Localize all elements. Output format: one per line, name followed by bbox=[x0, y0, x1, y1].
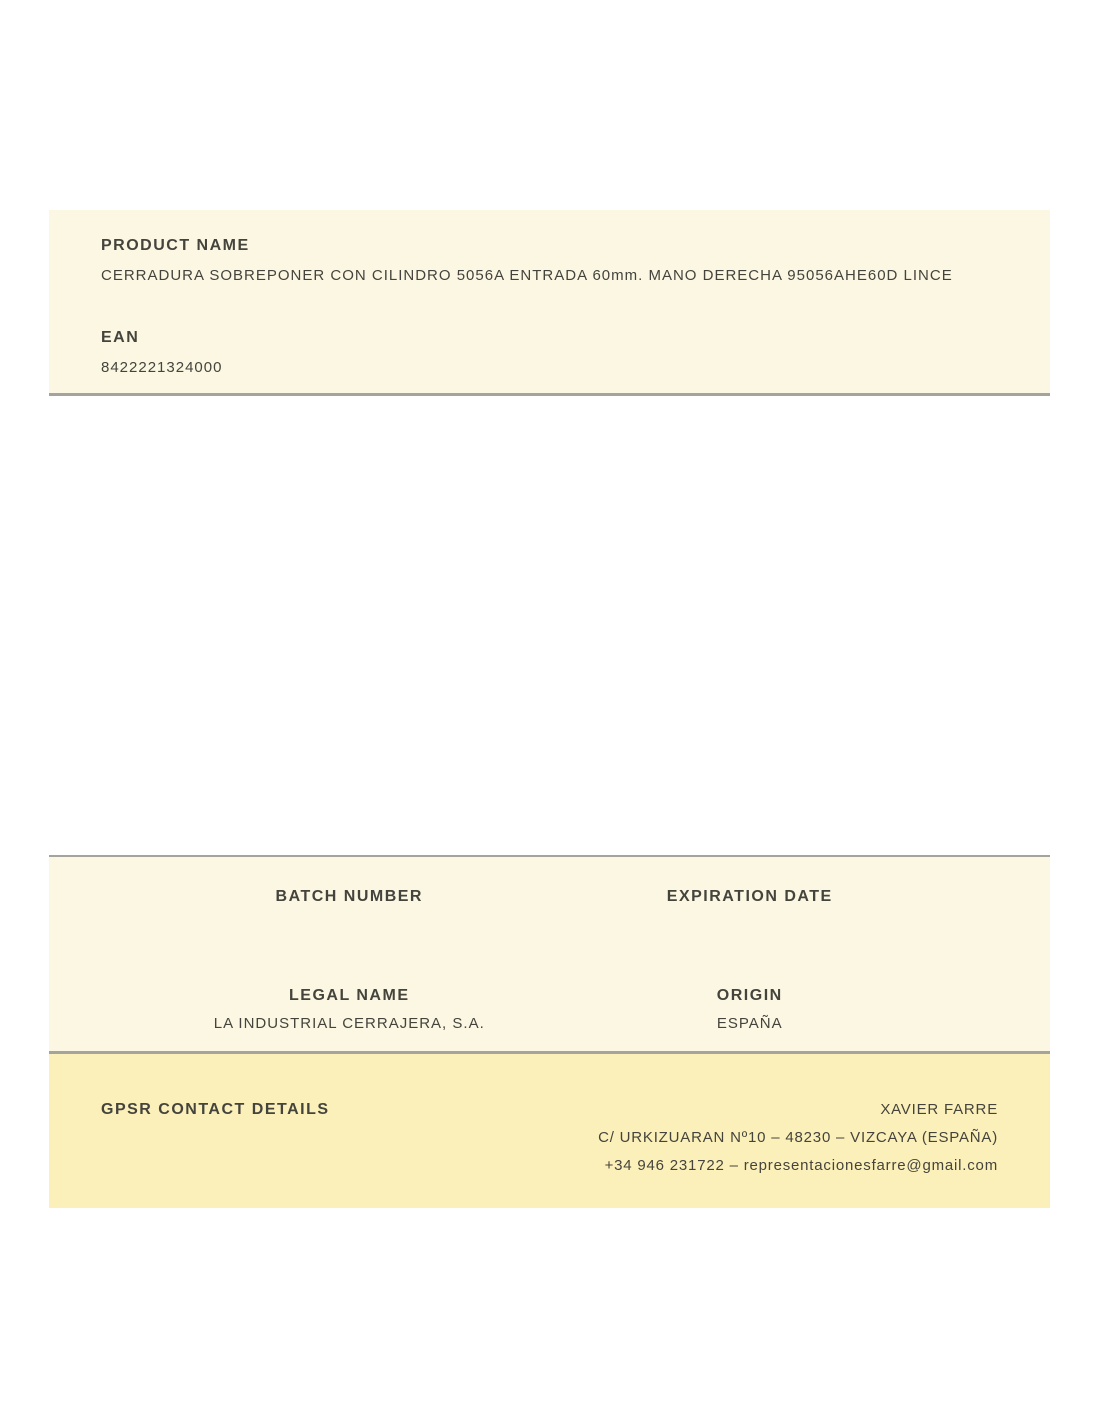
legal-name-value: LA INDUSTRIAL CERRAJERA, S.A. bbox=[213, 1015, 485, 1032]
legal-name-field bbox=[149, 986, 550, 1033]
contact-phone-email: +34 946 231722 – representacionesfarre@gmail.com bbox=[604, 1157, 998, 1174]
batch-expiration-row bbox=[149, 887, 950, 915]
gpsr-contact-title: GPSR CONTACT DETAILS bbox=[101, 1101, 330, 1118]
ean-label: EAN bbox=[101, 329, 140, 346]
expiration-date-label: EXPIRATION DATE bbox=[666, 888, 833, 905]
product-info-section bbox=[49, 210, 1050, 396]
legal-origin-row bbox=[149, 986, 950, 1033]
origin-value: ESPAÑA bbox=[716, 1015, 783, 1032]
product-name-value: CERRADURA SOBREPONER CON CILINDRO 5056A ENTRADA 60mm. MANO DERECHA 95056AHE60D LINCE bbox=[101, 267, 953, 284]
expiration-date-field bbox=[550, 887, 951, 915]
origin-label: ORIGIN bbox=[716, 987, 783, 1004]
product-name-label: PRODUCT NAME bbox=[101, 237, 250, 254]
contact-name: XAVIER FARRE bbox=[880, 1101, 998, 1118]
gpsr-contact-block bbox=[598, 1096, 998, 1180]
batch-number-label: BATCH NUMBER bbox=[275, 888, 423, 905]
batch-origin-section bbox=[49, 855, 1050, 1054]
contact-address: C/ URKIZUARAN Nº10 – 48230 – VIZCAYA (ESPAÑA) bbox=[598, 1129, 998, 1146]
ean-value: 8422221324000 bbox=[101, 359, 223, 376]
gpsr-contact-section bbox=[49, 1054, 1050, 1208]
origin-field bbox=[550, 986, 951, 1033]
batch-number-field bbox=[149, 887, 550, 915]
legal-name-label: LEGAL NAME bbox=[289, 987, 410, 1004]
